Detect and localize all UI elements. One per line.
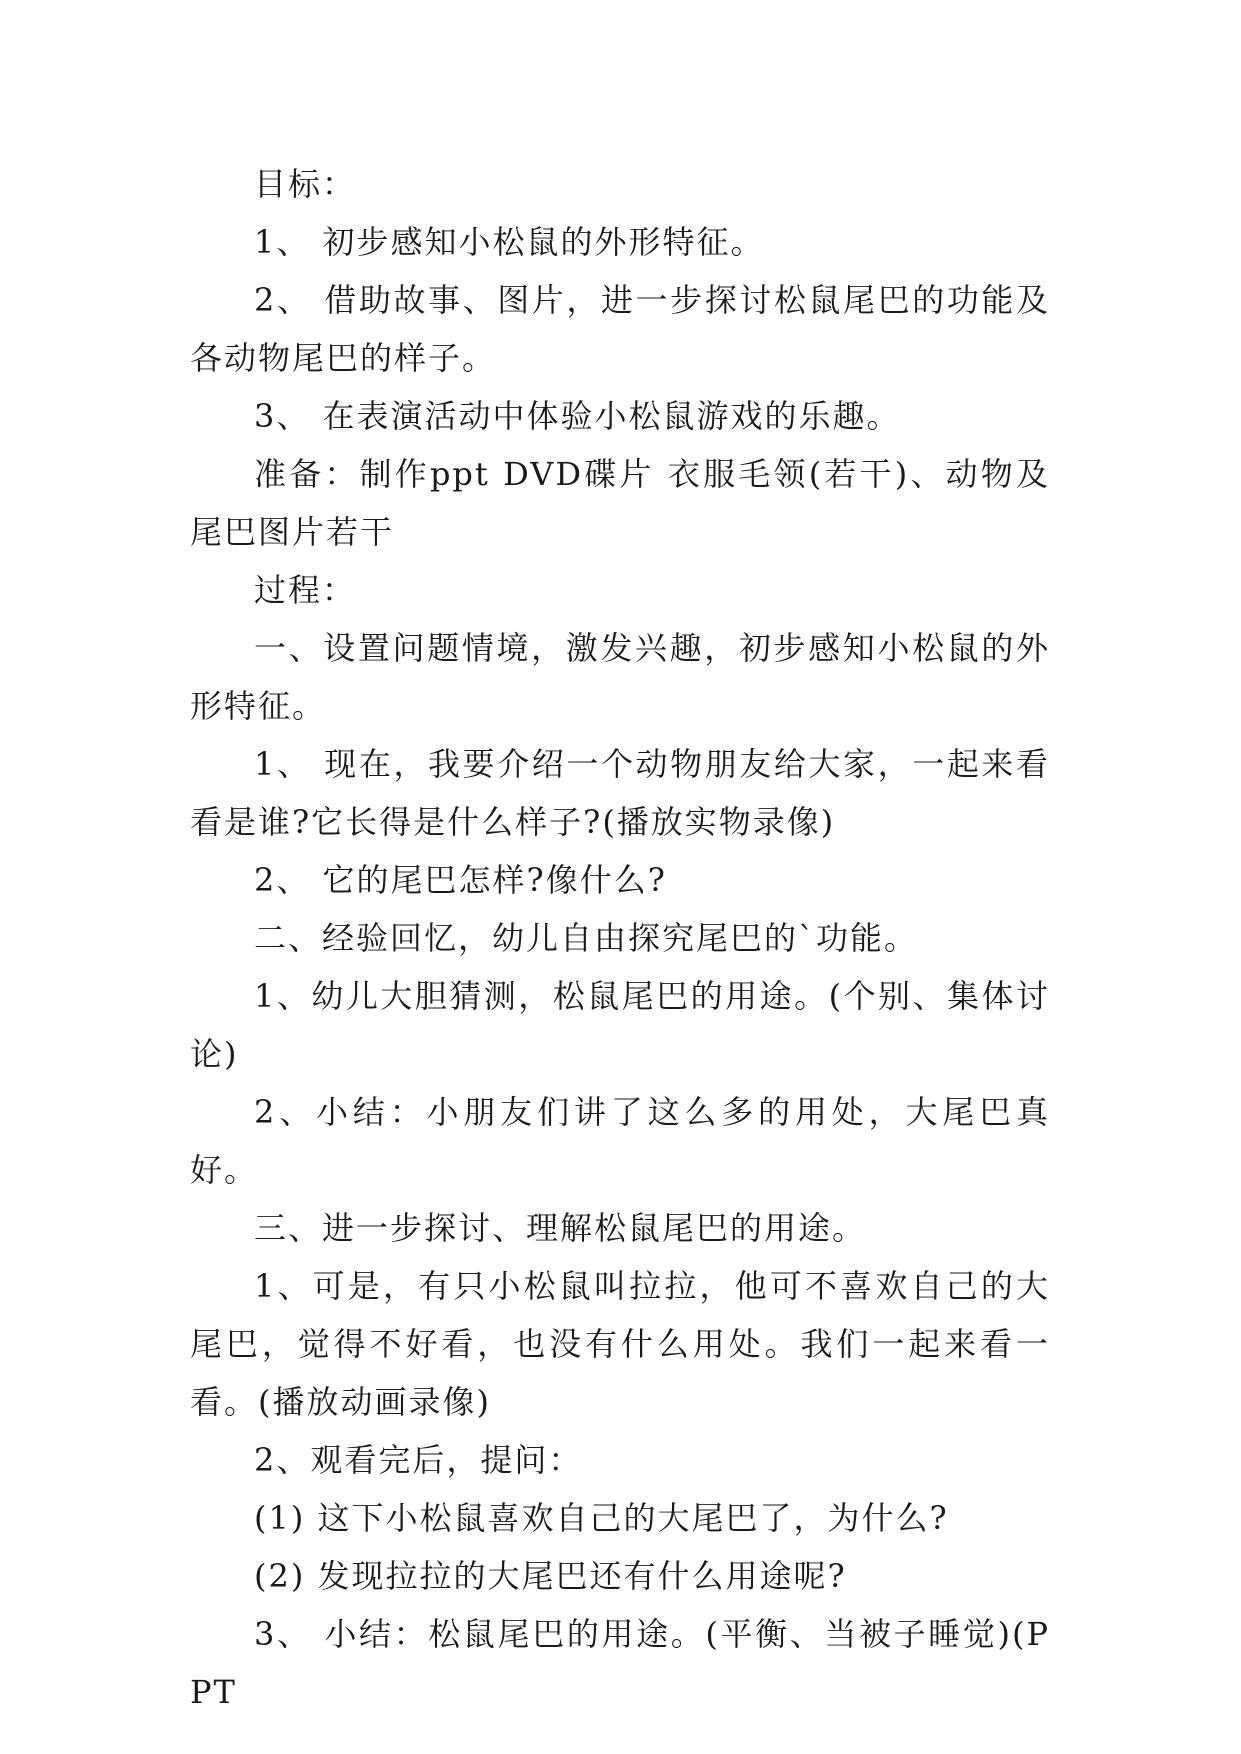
paragraph-section-3: 三、进一步探讨、理解松鼠尾巴的用途。 [254,1209,867,1247]
paragraph-section-2: 二、经验回忆，幼儿自由探究尾巴的`功能。 [254,919,919,957]
paragraph-goal-2: 2、 借助故事、图片，进一步探讨松鼠尾巴的功能及各动物尾巴的样子。 [190,281,1050,377]
paragraph-goal-3: 3、 在表演活动中体验小松鼠游戏的乐趣。 [254,397,901,435]
paragraph-section-3-item-2: 2、观看完后，提问： [254,1441,583,1479]
paragraph-section-1-item-2: 2、 它的尾巴怎样?像什么? [254,861,667,899]
paragraph-section-1-item-1: 1、 现在，我要介绍一个动物朋友给大家，一起来看看是谁?它长得是什么样子?(播放实物录像) [190,745,1050,841]
paragraph-section-3-item-1: 1、可是，有只小松鼠叫拉拉，他可不喜欢自己的大尾巴，觉得不好看，也没有什么用处。我们一起来看一看。(播放动画录像) [190,1267,1050,1421]
document-page [190,155,1050,1721]
paragraph-section-2-item-1: 1、幼儿大胆猜测，松鼠尾巴的用途。(个别、集体讨论) [190,977,1050,1073]
paragraph-section-3-item-3: 3、 小结：松鼠尾巴的用途。(平衡、当被子睡觉)(PPT [190,1615,1050,1711]
paragraph-question-2: (2) 发现拉拉的大尾巴还有什么用途呢? [254,1557,847,1595]
paragraph-goals-heading: 目标： [254,165,357,203]
paragraph-goal-1: 1、 初步感知小松鼠的外形特征。 [254,223,765,261]
paragraph-preparation: 准备：制作ppt DVD碟片 衣服毛领(若干)、动物及尾巴图片若干 [190,455,1050,551]
paragraph-section-1: 一、设置问题情境，激发兴趣，初步感知小松鼠的外形特征。 [190,629,1050,725]
paragraph-process-heading: 过程： [254,571,357,609]
paragraph-question-1: (1) 这下小松鼠喜欢自己的大尾巴了，为什么? [254,1499,949,1537]
paragraph-section-2-item-2: 2、小结：小朋友们讲了这么多的用处，大尾巴真好。 [190,1093,1050,1189]
